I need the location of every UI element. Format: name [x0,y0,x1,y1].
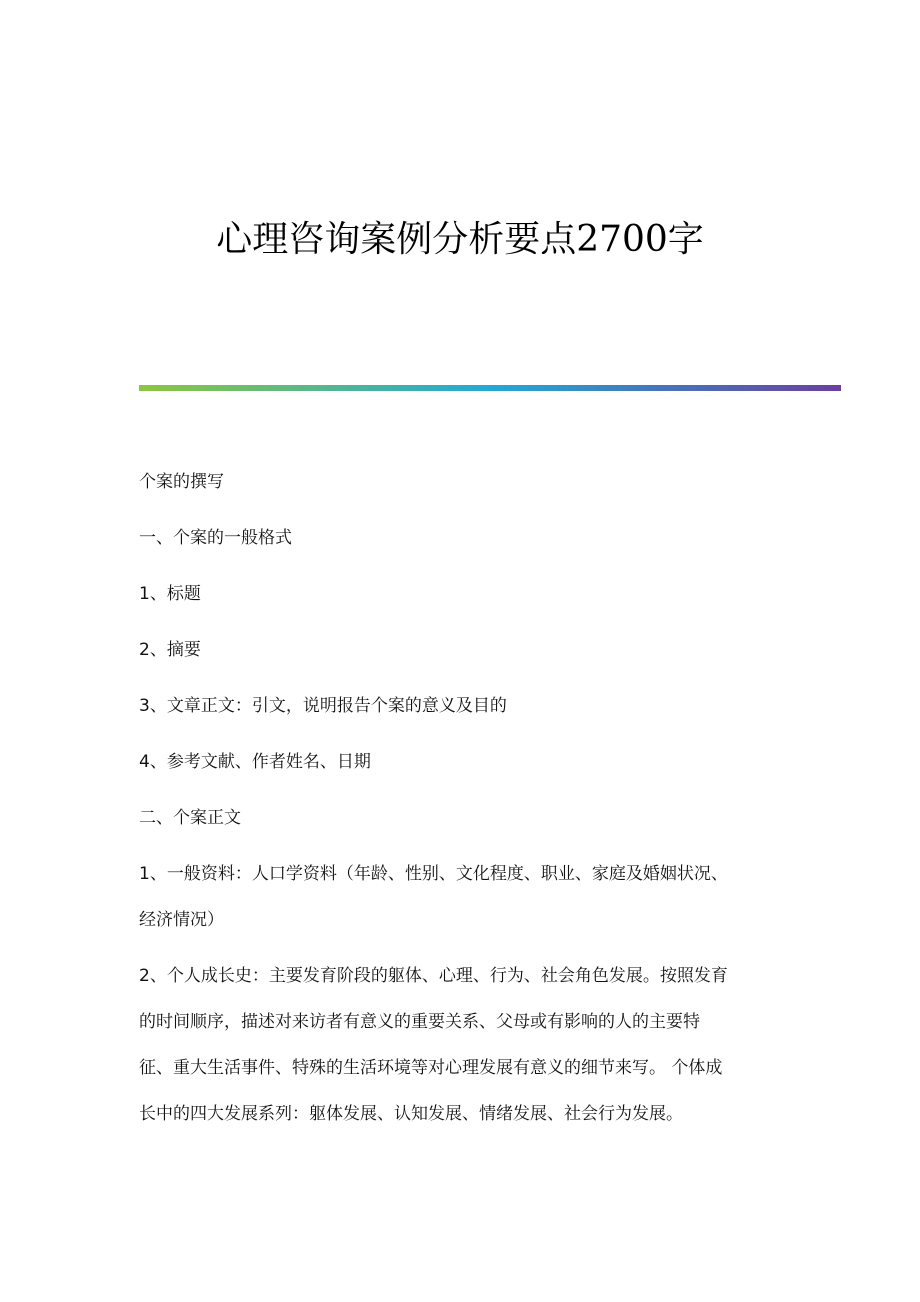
paragraph-line: 4、参考文献、作者姓名、日期 [139,752,371,772]
document-body [139,468,789,1156]
paragraph-line: 2、个人成长史：主要发育阶段的躯体、心理、行为、社会角色发展。按照发育 [139,966,728,986]
paragraph-line: 长中的四大发展系列：躯体发展、认知发展、情绪发展、社会行为发展。 [139,1104,683,1124]
paragraph [139,962,789,1128]
paragraph-line: 个案的撰写 [139,472,224,492]
paragraph-line: 一、个案的一般格式 [139,528,292,548]
paragraph-line: 经济情况） [139,910,224,930]
paragraph-line: 2、摘要 [139,640,201,660]
paragraph-line: 征、重大生活事件、特殊的生活环境等对心理发展有意义的细节来写。 个体成 [139,1058,723,1078]
paragraph-line: 的时间顺序，描述对来访者有意义的重要关系、父母或有影响的人的主要特 [139,1012,700,1032]
paragraph [139,580,789,608]
paragraph-line: 1、标题 [139,584,201,604]
paragraph [139,860,789,934]
paragraph-line: 1、一般资料：人口学资料（年龄、性别、文化程度、职业、家庭及婚姻状况、 [139,864,728,884]
paragraph [139,804,789,832]
paragraph [139,524,789,552]
paragraph-line: 3、文章正文：引文，说明报告个案的意义及目的 [139,696,507,716]
paragraph [139,748,789,776]
paragraph [139,636,789,664]
paragraph [139,692,789,720]
title-divider [139,385,841,391]
document-title: 心理咨询案例分析要点2700字 [216,219,704,260]
paragraph [139,468,789,496]
paragraph-line: 二、个案正文 [139,808,241,828]
